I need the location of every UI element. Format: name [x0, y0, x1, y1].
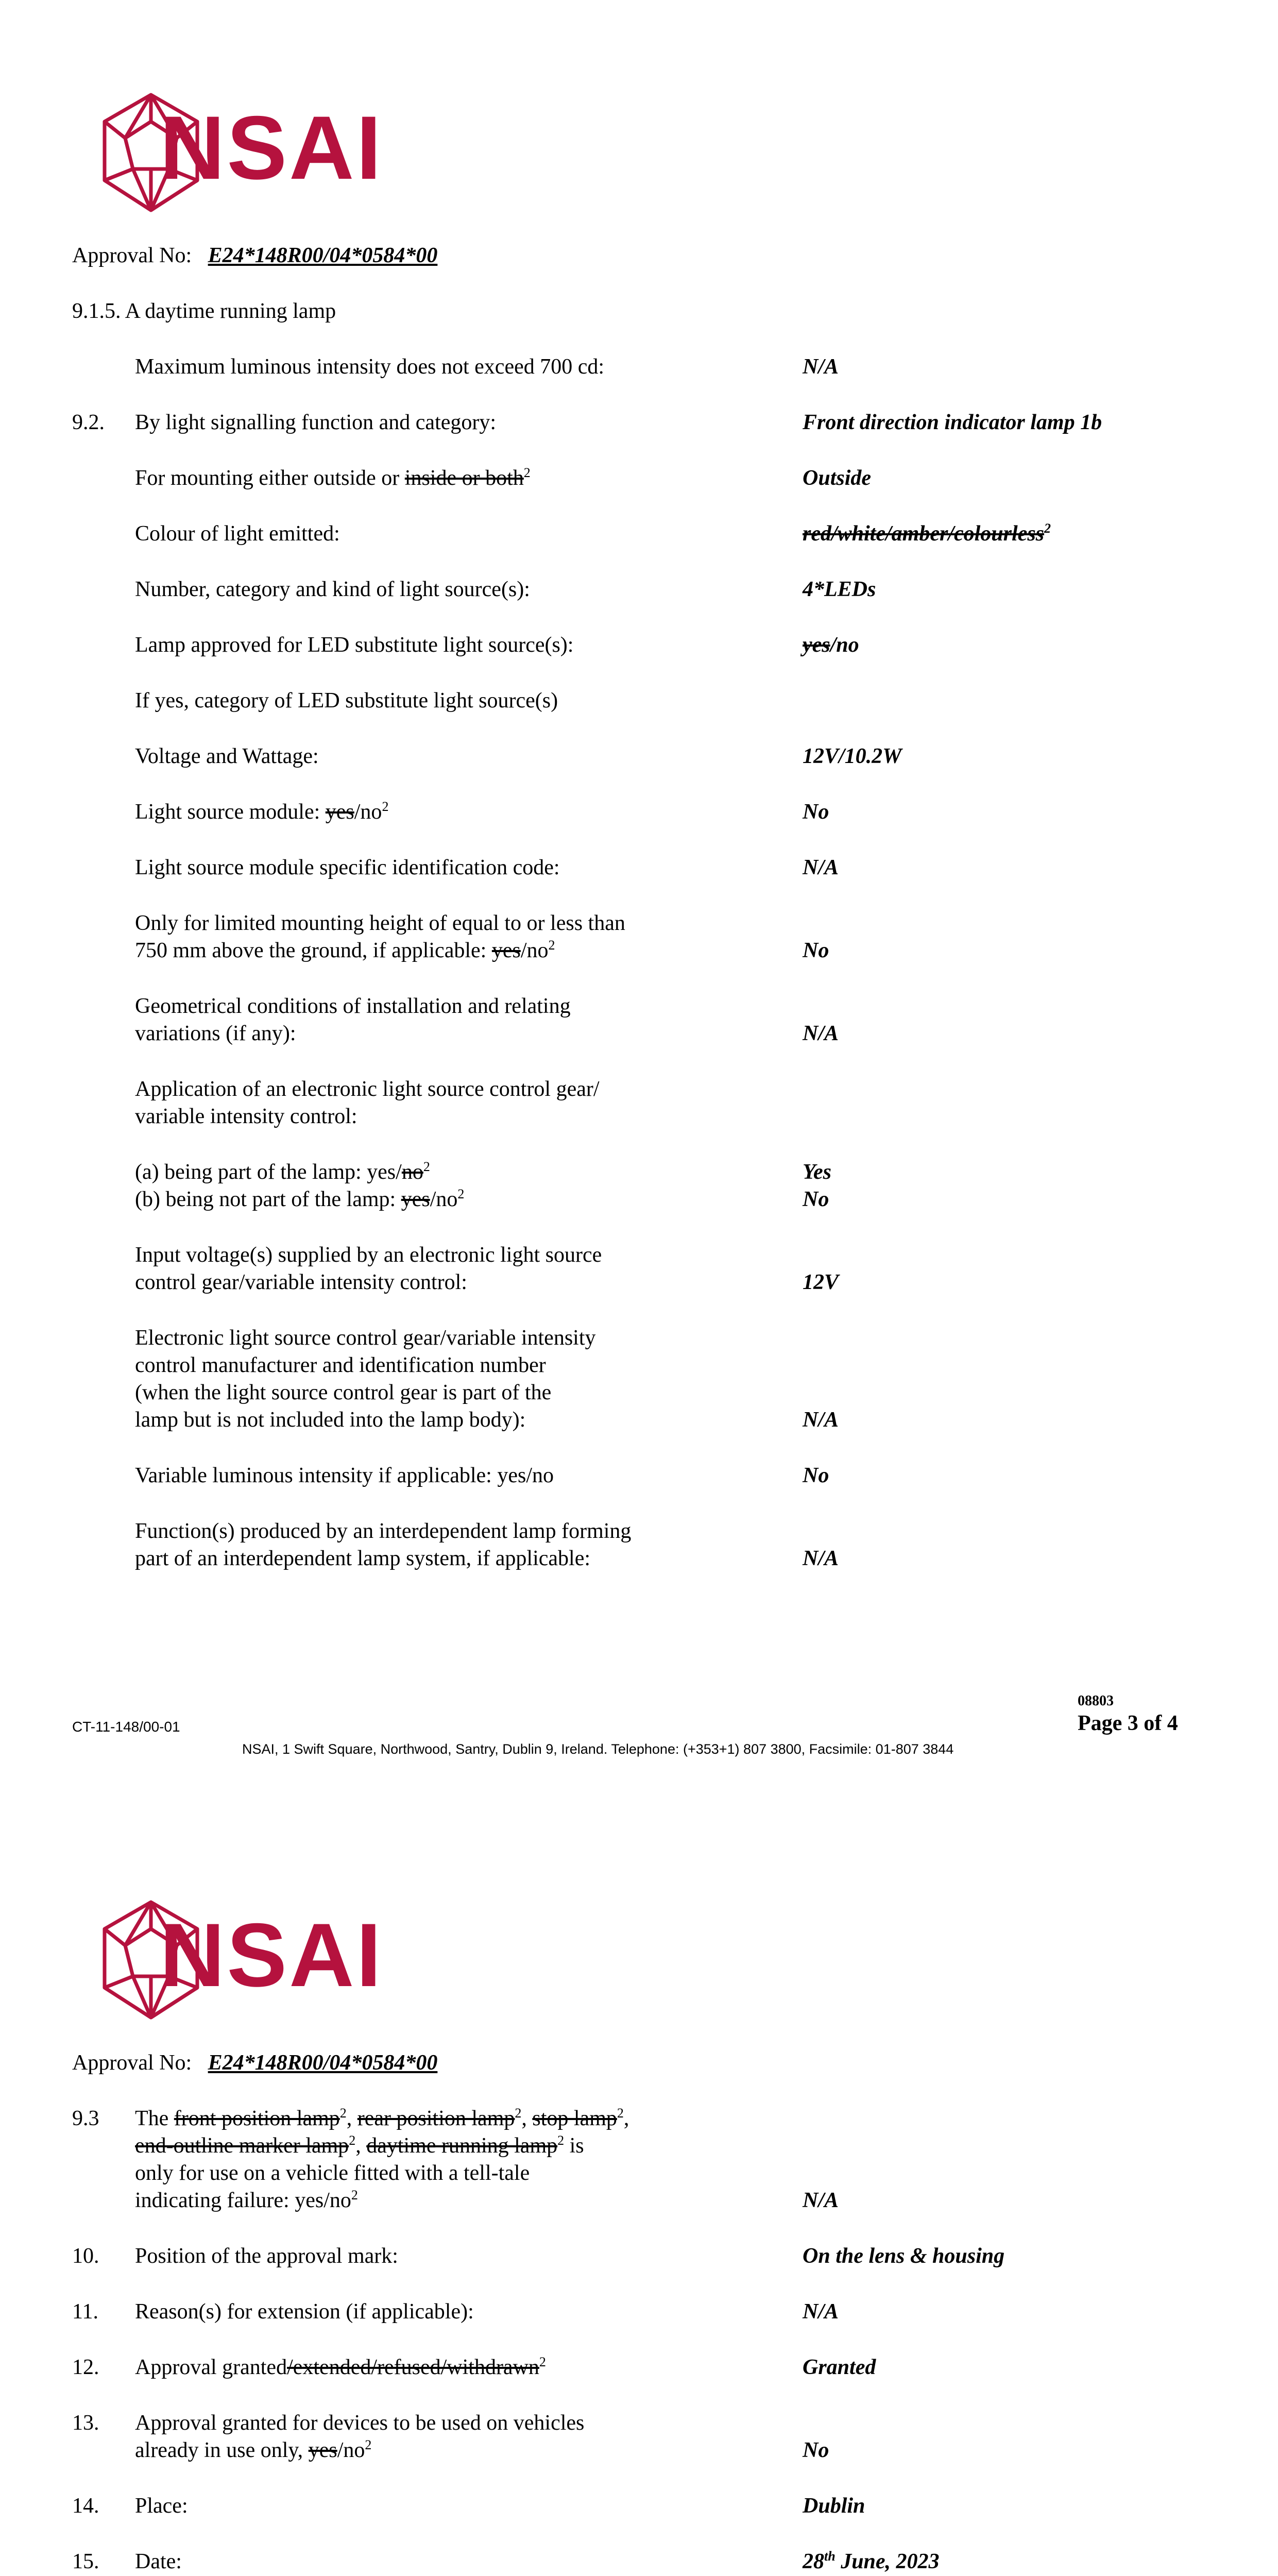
section-9-3-line-3: only for use on a vehicle fitted with a tell-tale [135, 2161, 530, 2185]
control-gear-b: (b) being not part of the lamp: yes/$no^2$ [135, 1187, 465, 1211]
approval-number: E24*148R00/04*0584*00 [208, 244, 438, 267]
mounting-height-line-2: 750 mm above the ground, if applicable: yes/$no^2$ [135, 938, 555, 962]
section-15-number: 15. [72, 2550, 99, 2573]
geometric-line-2: variations (if any): [135, 1022, 296, 1045]
section-9-3-line-2: end-outline marker lamp$^2$, daytime running lamp$^2$ is [135, 2133, 584, 2158]
approval-line [72, 2049, 437, 2077]
approval-label: Approval No: [72, 244, 192, 267]
function-line-2: part of an interdependent lamp system, if applicable: [135, 1547, 591, 1570]
section-10-number: 10. [72, 2244, 99, 2268]
max-luminous-label: Maximum luminous intensity does not exceed 700 cd: [135, 355, 605, 379]
module-id-label: Light source module specific identification code: [135, 856, 560, 879]
footer-doc-code: CT-11-148/00-01 [72, 1719, 180, 1735]
mounting-height-line-1: Only for limited mounting height of equal to or less than [135, 911, 625, 935]
date-value: 28th June, 2023 [803, 2549, 940, 2573]
variable-intensity-value: No [803, 1464, 829, 1487]
signalling-function-value: Front direction indicator lamp 1b [803, 411, 1102, 434]
extension-reason-value: N/A [803, 2300, 839, 2324]
geometric-value: N/A [803, 1022, 839, 1045]
section-9-3-number: 9.3 [72, 2107, 99, 2130]
manufacturer-line-1: Electronic light source control gear/variable intensity [135, 1326, 596, 1350]
input-voltage-line-2: control gear/variable intensity control: [135, 1270, 467, 1294]
approval-number: E24*148R00/04*0584*00 [208, 2051, 438, 2075]
geometric-line-1: Geometrical conditions of installation and relating [135, 994, 571, 1018]
approval-status-value: Granted [803, 2355, 876, 2379]
manufacturer-line-2: control manufacturer and identification number [135, 1353, 546, 1377]
max-luminous-value: N/A [803, 355, 839, 379]
section-14-number: 14. [72, 2494, 99, 2518]
variable-intensity-label: Variable luminous intensity if applicable: yes/no [135, 1464, 554, 1487]
footer-address: NSAI, 1 Swift Square, Northwood, Santry, Dublin 9, Ireland. Telephone: (+353+1) 807 3800, Facsimile: 01-807 3844 [242, 1741, 954, 1757]
section-9-3-line-1: The front position lamp$^2$, rear position lamp$^2$, stop lamp$^2$, [135, 2106, 629, 2130]
voltage-value: 12V/10.2W [803, 744, 902, 768]
control-gear-a-value: Yes [803, 1160, 831, 1184]
section-9-3-value: N/A [803, 2189, 839, 2212]
nsai-logo-text: NSAI [160, 1905, 384, 2006]
extension-reason-label: Reason(s) for extension (if applicable): [135, 2300, 474, 2324]
control-gear-line-2: variable intensity control: [135, 1105, 357, 1128]
manufacturer-line-3: (when the light source control gear is part of the [135, 1381, 552, 1404]
manufacturer-value: N/A [803, 1408, 839, 1432]
vehicles-in-use-line-2: already in use only, yes/$no^2$ [135, 2437, 372, 2462]
light-source-count-label: Number, category and kind of light source(s): [135, 578, 530, 601]
led-category-label: If yes, category of LED substitute light source(s) [135, 689, 558, 713]
footer-page-number: Page 3 of 4 [1078, 1711, 1178, 1735]
signalling-function-label: By light signalling function and category: [135, 411, 497, 434]
input-voltage-value: 12V [803, 1270, 839, 1294]
function-line-1: Function(s) produced by an interdependent lamp forming [135, 1519, 632, 1543]
section-9-3-line-4: indicating failure: yes/$no^2$ [135, 2188, 358, 2212]
module-value: No [803, 800, 829, 824]
mounting-label: For mounting either outside or inside or both$^2$ [135, 465, 531, 490]
control-gear-line-1: Application of an electronic light source control gear/ [135, 1077, 600, 1101]
date-label: Date: [135, 2550, 182, 2573]
section-9-1-5: 9.1.5. A daytime running lamp [72, 299, 336, 323]
section-11-number: 11. [72, 2300, 98, 2324]
mounting-height-value: No [803, 939, 829, 962]
vehicles-in-use-line-1: Approval granted for devices to be used on vehicles [135, 2411, 585, 2435]
led-substitute-value: yes/no [803, 633, 859, 657]
nsai-logo-text: NSAI [160, 98, 384, 198]
vehicles-in-use-value: No [803, 2438, 829, 2462]
approval-status-label: Approval granted/extended/refused/withdrawn$^2$ [135, 2354, 546, 2379]
module-label: Light source module: yes/$no^2$ [135, 799, 389, 824]
section-12-number: 12. [72, 2355, 99, 2379]
approval-mark-position-label: Position of the approval mark: [135, 2244, 398, 2268]
section-9-2-number: 9.2. [72, 411, 105, 434]
section-13-number: 13. [72, 2411, 99, 2435]
led-substitute-label: Lamp approved for LED substitute light source(s): [135, 633, 574, 657]
control-gear-b-value: No [803, 1188, 829, 1211]
approval-label: Approval No: [72, 2051, 192, 2075]
approval-mark-position-value: On the lens & housing [803, 2244, 1005, 2268]
page-4 [0, 1807, 1278, 2576]
colour-label: Colour of light emitted: [135, 522, 340, 546]
light-source-count-value: 4*LEDs [803, 578, 876, 601]
approval-line [72, 242, 437, 269]
place-label: Place: [135, 2494, 188, 2518]
mounting-value: Outside [803, 466, 872, 490]
input-voltage-line-1: Input voltage(s) supplied by an electronic light source [135, 1243, 602, 1267]
manufacturer-line-4: lamp but is not included into the lamp body): [135, 1408, 526, 1432]
footer-form-number: 08803 [1078, 1693, 1114, 1709]
place-value: Dublin [803, 2494, 865, 2518]
voltage-label: Voltage and Wattage: [135, 744, 319, 768]
colour-value: red/white/amber/colourless$^2$ [803, 521, 1051, 546]
control-gear-a: (a) being part of the lamp: yes/$no^2$ [135, 1159, 430, 1184]
module-id-value: N/A [803, 856, 839, 879]
function-value: N/A [803, 1547, 839, 1570]
